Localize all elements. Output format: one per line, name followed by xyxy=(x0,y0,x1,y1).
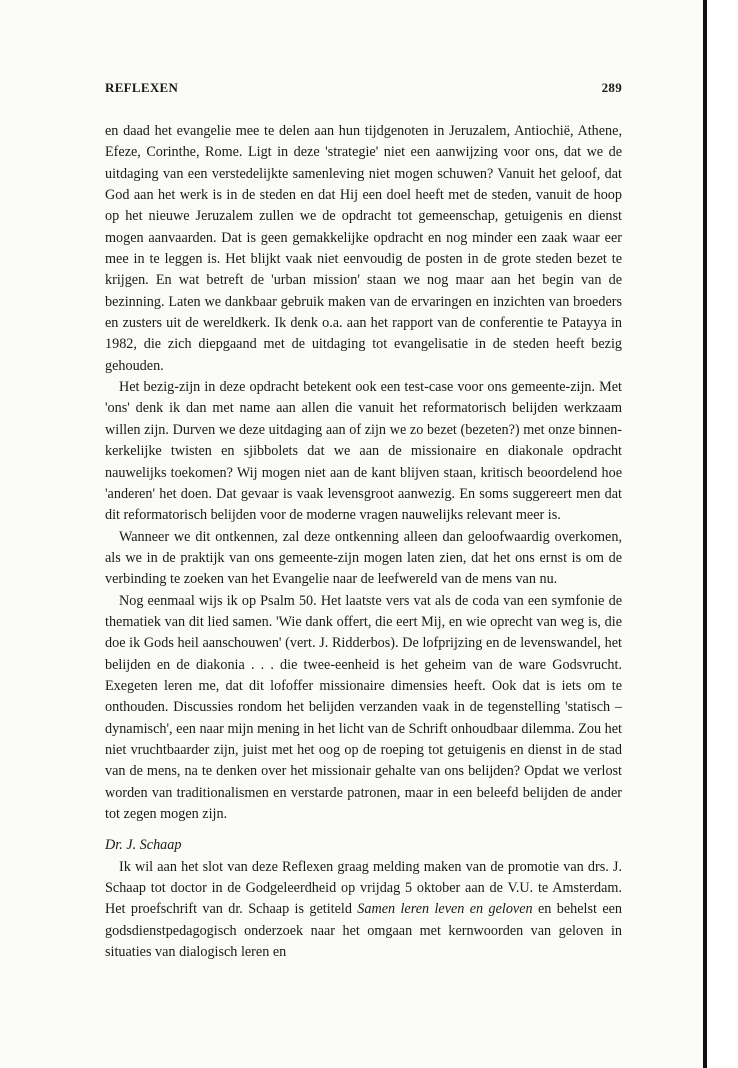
section-text-after: en behelst een godsdienstpedagogisch onderzoek naar het omgaan met kernwoorden van geloven in situaties van dialogisch leren en xyxy=(105,901,623,961)
section-text-before: Ik wil aan het slot van deze Reflexen graag melding maken van de promotie van drs. J. Schaap tot doctor in de Godgeleerdheid op vrijdag 5 oktober aan de V.U. te Amsterdam. Het proefschrift van dr. Schaap is getiteld xyxy=(105,858,622,918)
body-text xyxy=(105,121,622,963)
page-edge xyxy=(703,0,707,1068)
page-number: 289 xyxy=(601,80,622,95)
paragraph xyxy=(105,857,622,964)
running-head xyxy=(105,80,622,100)
paragraph: Het bezig-zijn in deze opdracht betekent ook een test-case voor ons gemeente-zijn. Met 'ons' denk ik dan met name aan allen die vanuit het reformatorisch belijden werkzaam willen zijn. Durven we deze uitdaging aan of zijn we zo bezet (bezeten?) met onze binnen-kerkelijke twisten en sjibbolets dat we aan de missionaire en diakonale opdracht nauwelijks toekomen? Wij mogen niet aan de kant blijven staan, kritisch beoordelend hoe 'anderen' het doen. Dat gevaar is vaak levensgroot aanwezig. En soms suggereert men dat dit reformatorisch belijden voor de moderne vragen nauwelijks relevant meer is. xyxy=(105,379,622,524)
section-heading: Dr. J. Schaap xyxy=(105,837,182,854)
paragraph: en daad het evangelie mee te delen aan hun tijdgenoten in Jeruzalem, Antiochië, Athene, Efeze, Corinthe, Rome. Ligt in deze 'strategie' niet een aanwijzing voor ons, dat we de uitdaging van een verstedelijkte samenleving niet mogen schuwen? Vanuit het geloof, dat God aan het werk is in de steden en dat Hij een doel heeft met de steden, vanuit de hoop op het nieuwe Jeruzalem zullen we de opdracht tot gemeenschap, getuigenis en dienst mogen aanvaarden. Dat is geen gemakkelijke opdracht en nog minder een zaak waar eer mee in te leggen is. Het blijkt vaak niet eenvoudig de posten in de grote steden bezet te krijgen. En wat betreft de 'urban mission' staan we nog maar aan het begin van de bezinning. Laten we dankbaar gebruik maken van de ervaringen en inzichten van broeders en zusters uit de wereldkerk. Ik denk o.a. aan het rapport van de conferentie te Patayya in 1982, die zich diepgaand met de uitdaging tot evangelisatie in de steden heeft bezig gehouden. xyxy=(105,123,622,374)
running-head-title: REFLEXEN xyxy=(105,80,179,95)
paragraph: Nog eenmaal wijs ik op Psalm 50. Het laatste vers vat als de coda van een symfonie de thematiek van dit lied samen. 'Wie dank offert, die eert Mij, en wie oprecht van weg is, die doe ik Gods heil aanschouwen' (vert. J. Ridderbos). De lofprijzing en de levenswandel, het belijden en de diakonia . . . die twee-eenheid is het geheim van de ware Godsvrucht. Exegeten leren me, dat dit lofoffer missionaire dimensies heeft. Ook dat is iets om te onthouden. Discussies rondom het belijden verzanden vaak in de tegenstelling 'statisch – dynamisch', een naar mijn mening in het licht van de Schrift onhoudbaar dilemma. Zou het niet vruchtbaarder zijn, juist met het oog op de roeping tot getuigenis en dienst in de stad van de mens, na te denken over het missionair gehalte van ons belijden? Opdat we verlost worden van traditionalismen en verstarde patronen, maar in een beleefd belijden de ander tot zegen mogen zijn. xyxy=(105,592,622,822)
book-title: Samen leren leven en geloven xyxy=(357,901,533,918)
paragraph: Wanneer we dit ontkennen, zal deze ontkenning alleen dan geloofwaardig overkomen, als we in de praktijk van ons gemeente-zijn mogen laten zien, dat het ons ernst is om de verbinding te zoeken van het Evangelie naar de leefwereld van de mens van nu. xyxy=(105,528,622,588)
